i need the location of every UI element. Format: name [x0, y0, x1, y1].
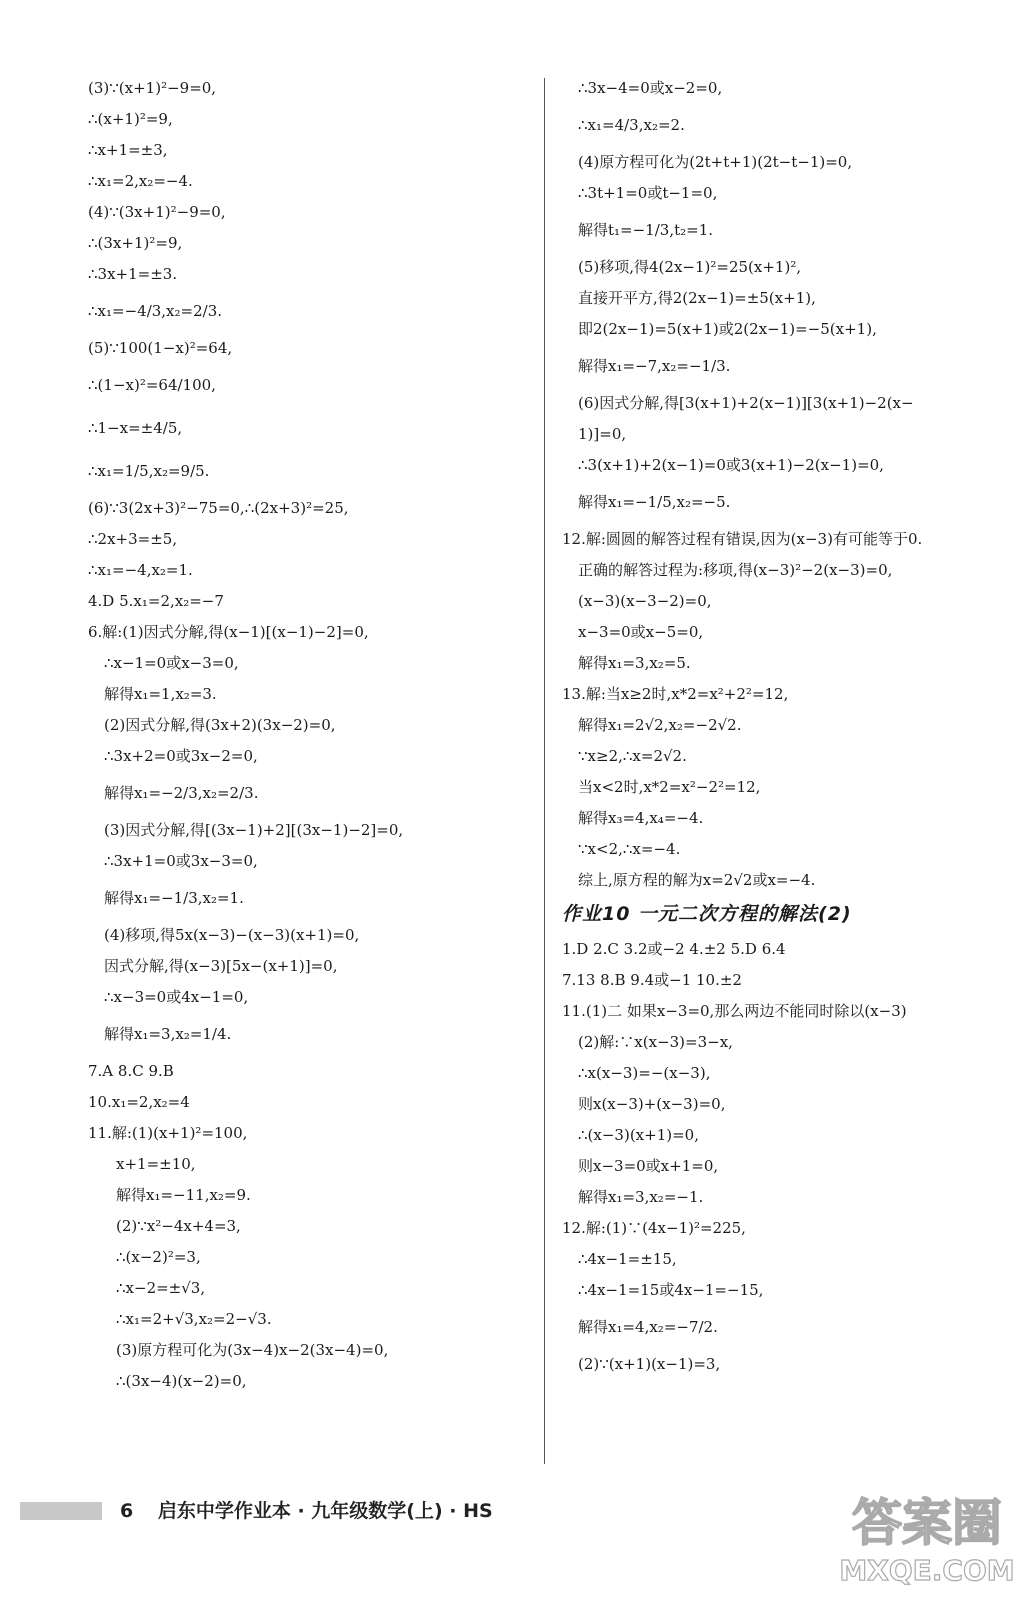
- watermark-line1: 答案圈: [852, 1494, 1002, 1552]
- answer-line: ∴x+1=±3,: [88, 140, 168, 159]
- answer-line: x+1=±10,: [116, 1154, 196, 1173]
- footer-decor-bar: [20, 1502, 102, 1520]
- watermark-logo: [832, 1480, 1022, 1590]
- answer-line: (3)因式分解,得[(3x−1)+2][(3x−1)−2]=0,: [104, 820, 404, 839]
- answer-line: 解得x₁=−1/3,x₂=1.: [104, 888, 244, 907]
- answer-line: 因式分解,得(x−3)[5x−(x+1)]=0,: [104, 956, 338, 975]
- answer-line: (2)∵(x+1)(x−1)=3,: [578, 1354, 721, 1373]
- answer-line: 解得t₁=−1/3,t₂=1.: [578, 220, 714, 239]
- answer-line: ∴(x−2)²=3,: [116, 1247, 201, 1266]
- answer-line: 解得x₁=−1/5,x₂=−5.: [578, 492, 731, 511]
- answer-line: 12.解:(1)∵(4x−1)²=225,: [562, 1218, 746, 1237]
- answer-line: (5)∵100(1−x)²=64,: [88, 338, 233, 357]
- answer-line: 解得x₁=−11,x₂=9.: [116, 1185, 251, 1204]
- answer-line: 解得x₁=−7,x₂=−1/3.: [578, 356, 731, 375]
- answer-line: 解得x₁=3,x₂=5.: [578, 653, 691, 672]
- answer-line: ∴(x+1)²=9,: [88, 109, 173, 128]
- answer-line: 解得x₁=−2/3,x₂=2/3.: [104, 783, 259, 802]
- answer-line: ∴x₁=−4/3,x₂=2/3.: [88, 301, 223, 320]
- answer-line: 则x−3=0或x+1=0,: [578, 1156, 719, 1175]
- answer-line: (3)∵(x+1)²−9=0,: [88, 78, 217, 97]
- answer-line: (4)移项,得5x(x−3)−(x−3)(x+1)=0,: [104, 925, 360, 944]
- answer-line: 12.解:圆圆的解答过程有错误,因为(x−3)有可能等于0.: [562, 529, 923, 548]
- answer-line: (3)原方程可化为(3x−4)x−2(3x−4)=0,: [116, 1340, 389, 1359]
- watermark-line2: MXQE.COM: [839, 1554, 1015, 1587]
- answer-line: ∴(x−3)(x+1)=0,: [578, 1125, 699, 1144]
- answer-line: (6)∵3(2x+3)²−75=0,∴(2x+3)²=25,: [88, 498, 349, 517]
- answer-line: 解得x₁=1,x₂=3.: [104, 684, 217, 703]
- footer-text: [120, 1496, 493, 1523]
- answer-line: ∴x₁=2+√3,x₂=2−√3.: [116, 1309, 272, 1328]
- answer-line: ∵x≥2,∴x=2√2.: [578, 746, 687, 765]
- answer-line: 正确的解答过程为:移项,得(x−3)²−2(x−3)=0,: [578, 560, 893, 579]
- answer-line: (2)解:∵x(x−3)=3−x,: [578, 1032, 733, 1051]
- answer-line: 11.(1)二 如果x−3=0,那么两边不能同时除以(x−3): [562, 1001, 907, 1020]
- right-column: [562, 72, 1012, 1379]
- answer-line: ∴3x+1=±3.: [88, 264, 178, 283]
- page-number: 6: [120, 1500, 134, 1522]
- answer-line: (2)因式分解,得(3x+2)(3x−2)=0,: [104, 715, 336, 734]
- answer-line: ∴x−1=0或x−3=0,: [104, 653, 239, 672]
- answer-line: ∴x₁=−4,x₂=1.: [88, 560, 193, 579]
- answer-line: 综上,原方程的解为x=2√2或x=−4.: [578, 870, 816, 889]
- answer-line: 7.13 8.B 9.4或−1 10.±2: [562, 970, 742, 989]
- answer-line: (4)原方程可化为(2t+t+1)(2t−t−1)=0,: [578, 152, 853, 171]
- answer-line: 1.D 2.C 3.2或−2 4.±2 5.D 6.4: [562, 939, 786, 958]
- answer-line: 7.A 8.C 9.B: [88, 1061, 174, 1080]
- answer-line: 10.x₁=2,x₂=4: [88, 1092, 190, 1111]
- answer-line: ∴3x+1=0或3x−3=0,: [104, 851, 258, 870]
- answer-line: 解得x₁=2√2,x₂=−2√2.: [578, 715, 742, 734]
- answer-line: (4)∵(3x+1)²−9=0,: [88, 202, 226, 221]
- column-divider: [544, 78, 545, 1464]
- answer-line: ∵x<2,∴x=−4.: [578, 839, 681, 858]
- answer-line: (6)因式分解,得[3(x+1)+2(x−1)][3(x+1)−2(x−: [578, 393, 914, 412]
- answer-line: ∴x−2=±√3,: [116, 1278, 206, 1297]
- answer-line: 解得x₁=4,x₂=−7/2.: [578, 1317, 718, 1336]
- answer-line: 当x<2时,x*2=x²−2²=12,: [578, 777, 761, 796]
- answer-line: ∴3(x+1)+2(x−1)=0或3(x+1)−2(x−1)=0,: [578, 455, 884, 474]
- answer-line: ∴(1−x)²=64/100,: [88, 375, 216, 394]
- answer-line: ∴3t+1=0或t−1=0,: [578, 183, 718, 202]
- answer-line: 6.解:(1)因式分解,得(x−1)[(x−1)−2]=0,: [88, 622, 369, 641]
- section-heading: 作业10 一元二次方程的解法(2): [562, 902, 852, 925]
- answer-line: (5)移项,得4(2x−1)²=25(x+1)²,: [578, 257, 802, 276]
- answer-line: ∴x−3=0或4x−1=0,: [104, 987, 249, 1006]
- answer-line: ∴x₁=4/3,x₂=2.: [578, 115, 685, 134]
- answer-line: ∴x(x−3)=−(x−3),: [578, 1063, 711, 1082]
- answer-line: 解得x₁=3,x₂=−1.: [578, 1187, 704, 1206]
- answer-line: ∴4x−1=±15,: [578, 1249, 677, 1268]
- answer-line: 11.解:(1)(x+1)²=100,: [88, 1123, 248, 1142]
- answer-line: ∴2x+3=±5,: [88, 529, 178, 548]
- answer-line: 解得x₁=3,x₂=1/4.: [104, 1024, 232, 1043]
- answer-line: ∴(3x+1)²=9,: [88, 233, 183, 252]
- answer-line: ∴x₁=1/5,x₂=9/5.: [88, 461, 210, 480]
- answer-line: ∴1−x=±4/5,: [88, 418, 183, 437]
- answer-line: ∴x₁=2,x₂=−4.: [88, 171, 193, 190]
- answer-line: 13.解:当x≥2时,x*2=x²+2²=12,: [562, 684, 789, 703]
- answer-line: 4.D 5.x₁=2,x₂=−7: [88, 591, 224, 610]
- book-title: 启东中学作业本 · 九年级数学(上) · HS: [157, 1500, 493, 1522]
- answer-line: 1)]=0,: [578, 424, 627, 443]
- answer-line: x−3=0或x−5=0,: [578, 622, 704, 641]
- answer-line: (2)∵x²−4x+4=3,: [116, 1216, 241, 1235]
- answer-line: (x−3)(x−3−2)=0,: [578, 591, 712, 610]
- answer-line: ∴3x+2=0或3x−2=0,: [104, 746, 258, 765]
- answer-line: 直接开平方,得2(2x−1)=±5(x+1),: [578, 288, 816, 307]
- answer-line: 则x(x−3)+(x−3)=0,: [578, 1094, 726, 1113]
- answer-line: ∴4x−1=15或4x−1=−15,: [578, 1280, 764, 1299]
- answer-line: 即2(2x−1)=5(x+1)或2(2x−1)=−5(x+1),: [578, 319, 877, 338]
- answer-line: ∴3x−4=0或x−2=0,: [578, 78, 723, 97]
- answer-line: 解得x₃=4,x₄=−4.: [578, 808, 704, 827]
- answer-line: ∴(3x−4)(x−2)=0,: [116, 1371, 247, 1390]
- left-column: [88, 72, 528, 1396]
